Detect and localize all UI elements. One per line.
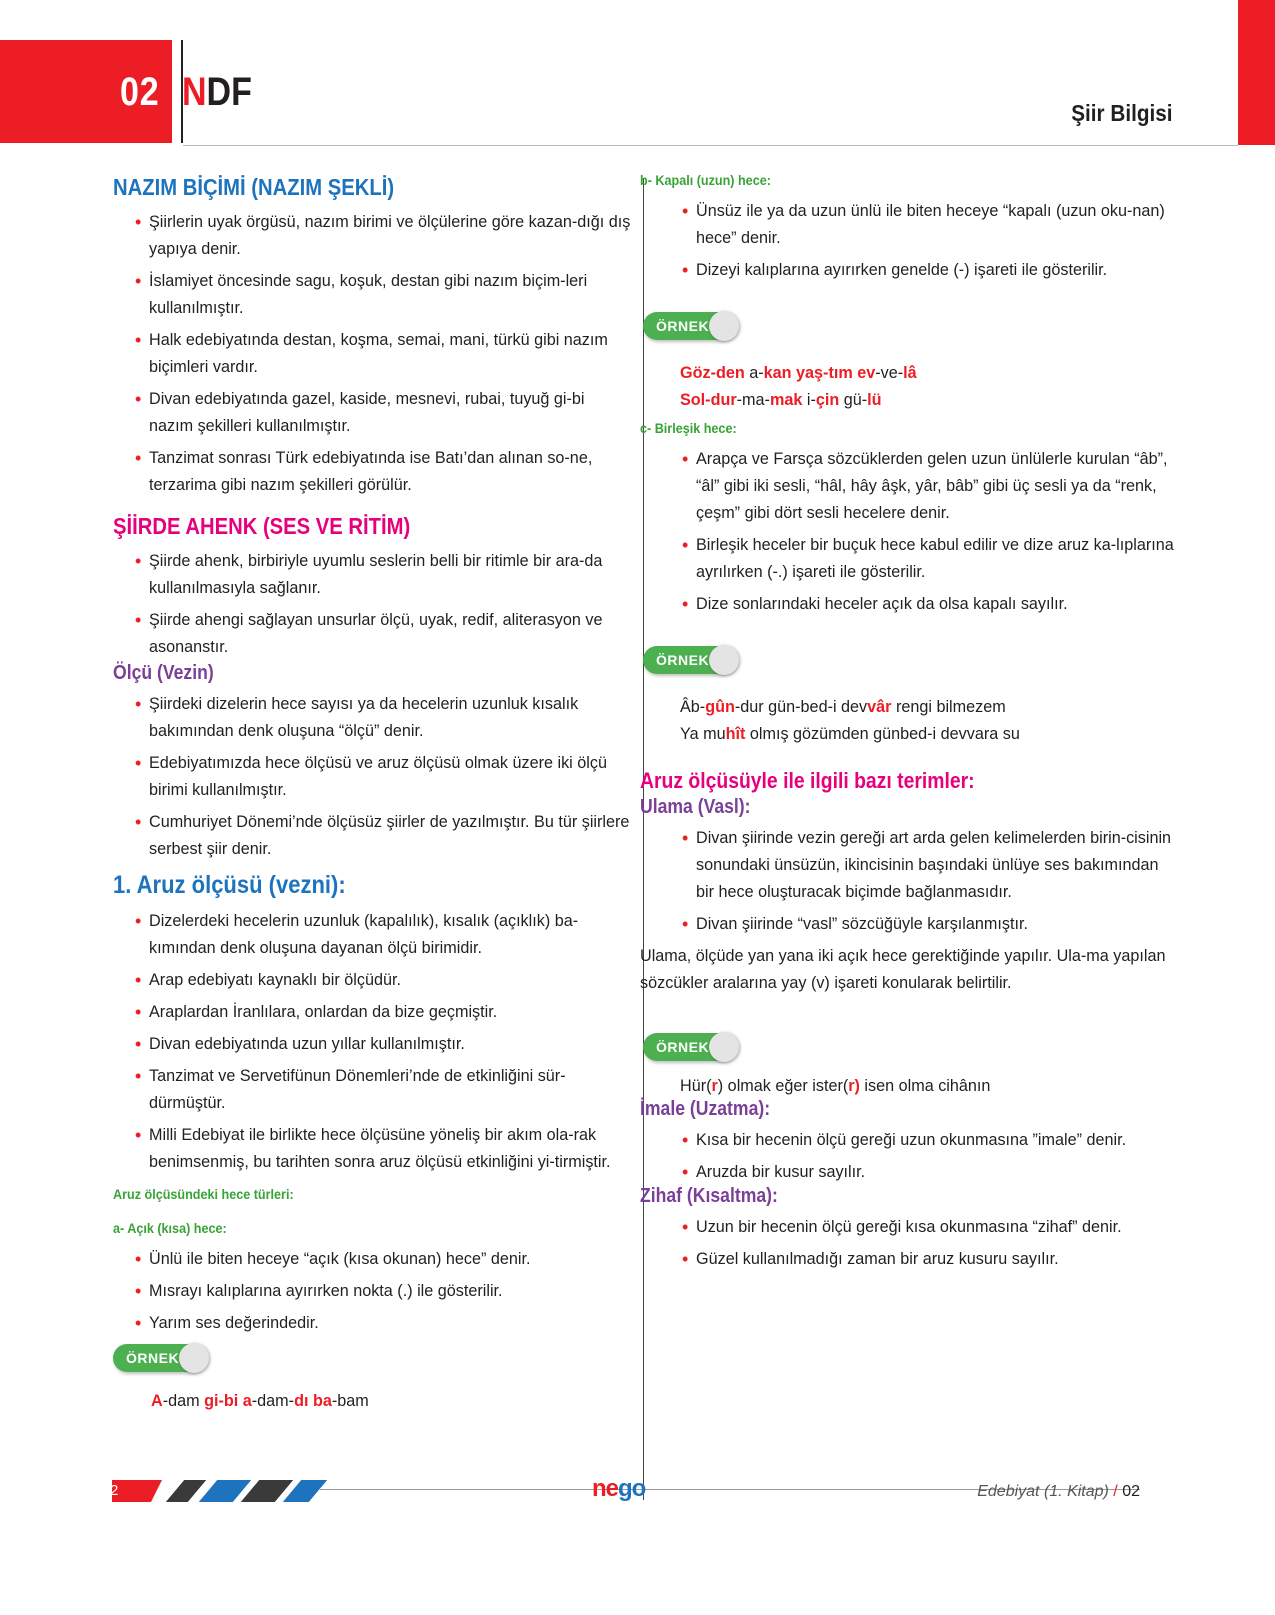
kapali-title: b- Kapalı (uzun) hece:	[640, 172, 771, 188]
example-syllable: Sol-dur	[680, 391, 737, 409]
example-syllable: lâ	[903, 364, 917, 382]
publisher-logo	[592, 1475, 645, 1503]
example-syllable: hît	[725, 725, 746, 743]
list-item: • Şiirde ahenk, birbiriyle uyumlu seslerin belli bir ritimle bir ara-da kullanılmasıyla sağlanır.	[113, 548, 633, 602]
example-syllable: ba	[312, 1392, 332, 1410]
aruz-title: 1. Aruz ölçüsü (vezni):	[113, 871, 346, 899]
example-syllable: a	[242, 1392, 252, 1410]
logo-part: go	[618, 1475, 646, 1502]
imale-title: İmale (Uzatma):	[640, 1098, 771, 1120]
list-item: • Birleşik heceler bir buçuk hece kabul edilir ve dize aruz ka-lıplarına ayrılırken (-.) işareti ile gösterilir.	[660, 532, 1175, 586]
ulama-list	[660, 825, 1175, 938]
unit-code	[182, 70, 252, 115]
example-syllable: gi-bi	[204, 1392, 239, 1410]
list-item: • Divan şiirinde “vasl” sözcüğüyle karşılanmıştır.	[660, 911, 1175, 938]
ornek-label: ÖRNEK	[126, 1350, 180, 1366]
example-syllable: isen olma cihânın	[859, 1077, 991, 1095]
list-item: • Kısa bir hecenin ölçü gereği uzun okunmasına ”imale” denir.	[660, 1127, 1175, 1154]
list-item: • Uzun bir hecenin ölçü gereği kısa okunmasına “zihaf” denir.	[660, 1214, 1175, 1241]
list-item: • Dize sonlarındaki heceler açık da olsa kapalı sayılır.	[660, 591, 1175, 618]
header-right-bar	[1238, 0, 1275, 145]
example-syllable: olmış gözümden günbed-i devvara su	[745, 725, 1020, 743]
imale-list	[660, 1127, 1175, 1186]
list-item: • Aruzda bir kusur sayılır.	[660, 1159, 1175, 1186]
example-line	[680, 387, 1175, 414]
example-syllable: -bam	[331, 1392, 369, 1410]
list-item: • Güzel kullanılmadığı zaman bir aruz kusuru sayılır.	[660, 1246, 1175, 1273]
header-gap	[172, 40, 181, 143]
example-syllable: lü	[867, 391, 882, 409]
example-syllable: -dam	[162, 1392, 205, 1410]
book-title: Edebiyat (1. Kitap)	[977, 1483, 1109, 1500]
header-rule	[183, 145, 1238, 146]
list-item: • Divan edebiyatında gazel, kaside, mesnevi, rubai, tuyuğ gi-bi nazım şekilleri kullanılmıştır.	[113, 386, 633, 440]
unit-code-rest: DF	[206, 70, 252, 114]
nazim-list	[113, 209, 633, 499]
toggle-knob-icon	[709, 1032, 739, 1062]
example-line	[680, 360, 1175, 387]
book-separator: /	[1108, 1483, 1123, 1500]
example-syllable: rengi bilmezem	[891, 698, 1006, 716]
birlesik-title: c- Birleşik hece:	[640, 420, 737, 436]
list-item: • Şiirdeki dizelerin hece sayısı ya da hecelerin uzunluk kısalık bakımından denk oluşuna “ölçü” denir.	[113, 691, 633, 745]
list-item: • Ünsüz ile ya da uzun ünlü ile biten heceye “kapalı (uzun oku-nan) hece” denir.	[660, 198, 1175, 252]
olcu-title: Ölçü (Vezin)	[113, 662, 214, 684]
ornek-badge	[643, 1033, 735, 1061]
left-column	[113, 172, 633, 1415]
example-syllable: -dam-	[251, 1392, 295, 1410]
example-syllable: i-	[802, 391, 816, 409]
list-item: • Tanzimat sonrası Türk edebiyatında ise Batı’dan alınan so-ne, terzarima gibi nazım şekilleri görülür.	[113, 445, 633, 499]
column-divider	[643, 178, 644, 1500]
example-syllable: Göz-den	[680, 364, 745, 382]
example-syllable: dı	[294, 1392, 309, 1410]
list-item: • Edebiyatımızda hece ölçüsü ve aruz ölçüsü olmak üzere iki ölçü birimi kullanılmıştır.	[113, 750, 633, 804]
example-syllable: -ma-	[736, 391, 770, 409]
example-syllable: A	[151, 1392, 163, 1410]
example-syllable: Ya mu	[680, 725, 726, 743]
example-syllable: ) olmak eğer ister(	[717, 1077, 849, 1095]
list-item: • Arap edebiyatı kaynaklı bir ölçüdür.	[113, 967, 633, 994]
list-item: • Ünlü ile biten heceye “açık (kısa okunan) hece” denir.	[113, 1246, 633, 1273]
logo-part: ne	[592, 1475, 619, 1502]
acik-example	[113, 1388, 633, 1415]
ulama-example	[660, 1073, 1175, 1100]
list-item: • Mısrayı kalıplarına ayırırken nokta (.) ile gösterilir.	[113, 1278, 633, 1305]
list-item: • Milli Edebiyat ile birlikte hece ölçüsüne yöneliş bir akım ola-rak benimsenmiş, bu tarihten sonra aruz ölçüsü etkinliğini yi-tirmiştir.	[113, 1122, 633, 1176]
ornek-label: ÖRNEK	[656, 652, 710, 668]
example-syllable: kan yaş-tım ev	[763, 364, 876, 382]
nazim-title: NAZIM BİÇİMİ (NAZIM ŞEKLİ)	[113, 174, 395, 200]
terimler-title: Aruz ölçüsüyle ile ilgili bazı terimler:	[640, 768, 975, 793]
example-syllable: Âb-	[680, 698, 706, 716]
zihaf-list	[660, 1214, 1175, 1273]
example-syllable: gûn	[705, 698, 735, 716]
kapali-list	[660, 198, 1175, 284]
example-syllable: çin	[815, 391, 840, 409]
zihaf-title: Zihaf (Kısaltma):	[640, 1185, 778, 1207]
example-syllable: gü-	[839, 391, 868, 409]
list-item: • Arapça ve Farsça sözcüklerden gelen uzun ünlülerle kurulan “âb”, “âl” gibi iki sesli, “hâl, hây âşk, yâr, bâb” gibi üç sesli ya da “renk, çeşm” gibi dört sesli hecelere denir.	[660, 446, 1175, 527]
list-item: • Divan şiirinde vezin gereği art arda gelen kelimelerden birin-cisinin sonundaki ünsüzün, ikincisinin başındaki ünlüye ses bakımından bir hece oluşturacak biçimde bağlanmasıdır.	[660, 825, 1175, 906]
ulama-paragraph: Ulama, ölçüde yan yana iki açık hece gerektiğinde yapılır. Ula-ma yapılan sözcükler aralarına yay (v) işareti konularak belirtilir.	[640, 947, 1166, 992]
right-column	[640, 172, 1175, 1279]
ulama-title: Ulama (Vasl):	[640, 796, 751, 818]
list-item: • Araplardan İranlılara, onlardan da bize geçmiştir.	[113, 999, 633, 1026]
aruz-list	[113, 908, 633, 1176]
birlesik-example	[660, 694, 1175, 748]
book-number: 02	[1122, 1483, 1140, 1500]
ahenk-title: ŞİİRDE AHENK (SES VE RİTİM)	[113, 513, 411, 539]
page-number: 2	[110, 1482, 119, 1499]
toggle-knob-icon	[709, 645, 739, 675]
hece-turleri-title: Aruz ölçüsündeki hece türleri:	[113, 1186, 294, 1202]
list-item: • Dizelerdeki hecelerin uzunluk (kapalılık), kısalık (açıklık) ba-kımından denk oluşuna dayanan ölçü birimidir.	[113, 908, 633, 962]
acik-title: a- Açık (kısa) hece:	[113, 1220, 227, 1236]
example-line	[680, 694, 1175, 721]
kapali-example	[660, 360, 1175, 414]
toggle-knob-icon	[179, 1343, 209, 1373]
list-item: • Şiirde ahengi sağlayan unsurlar ölçü, uyak, redif, aliterasyon ve asonanstır.	[113, 607, 633, 661]
toggle-knob-icon	[709, 311, 739, 341]
list-item: • İslamiyet öncesinde sagu, koşuk, destan gibi nazım biçim-leri kullanılmıştır.	[113, 268, 633, 322]
list-item: • Divan edebiyatında uzun yıllar kullanılmıştır.	[113, 1031, 633, 1058]
list-item: • Tanzimat ve Servetifünun Dönemleri’nde de etkinliğini sür-dürmüştür.	[113, 1063, 633, 1117]
ornek-label: ÖRNEK	[656, 1039, 710, 1055]
list-item: • Halk edebiyatında destan, koşma, semai, mani, türkü gibi nazım biçimleri vardır.	[113, 327, 633, 381]
unit-number: 02	[120, 70, 160, 114]
example-syllable: -ve-	[875, 364, 904, 382]
olcu-list	[113, 691, 633, 863]
list-item: • Yarım ses değerindedir.	[113, 1310, 633, 1337]
ornek-badge	[643, 646, 735, 674]
list-item: • Cumhuriyet Dönemi’nde ölçüsüz şiirler de yazılmıştır. Bu tür şiirlere serbest şiir denir.	[113, 809, 633, 863]
example-syllable: r)	[848, 1077, 860, 1095]
list-item: • Şiirlerin uyak örgüsü, nazım birimi ve ölçülerine göre kazan-dığı dış yapıya denir.	[113, 209, 633, 263]
acik-list	[113, 1246, 633, 1337]
example-line	[680, 721, 1175, 748]
example-syllable: -dur gün-bed-i dev	[734, 698, 868, 716]
book-reference	[977, 1483, 1140, 1501]
example-syllable: mak	[769, 391, 803, 409]
example-syllable: Hür(	[680, 1077, 712, 1095]
section-title: Şiir Bilgisi	[1070, 100, 1172, 126]
ornek-badge	[643, 312, 735, 340]
example-syllable: r	[711, 1077, 718, 1095]
birlesik-list	[660, 446, 1175, 618]
example-syllable: a-	[744, 364, 764, 382]
example-syllable: vâr	[867, 698, 892, 716]
ornek-badge	[113, 1344, 205, 1372]
ahenk-list	[113, 548, 633, 661]
list-item: • Dizeyi kalıplarına ayırırken genelde (-) işareti ile gösterilir.	[660, 257, 1175, 284]
ornek-label: ÖRNEK	[656, 318, 710, 334]
unit-code-n: N	[182, 70, 207, 114]
